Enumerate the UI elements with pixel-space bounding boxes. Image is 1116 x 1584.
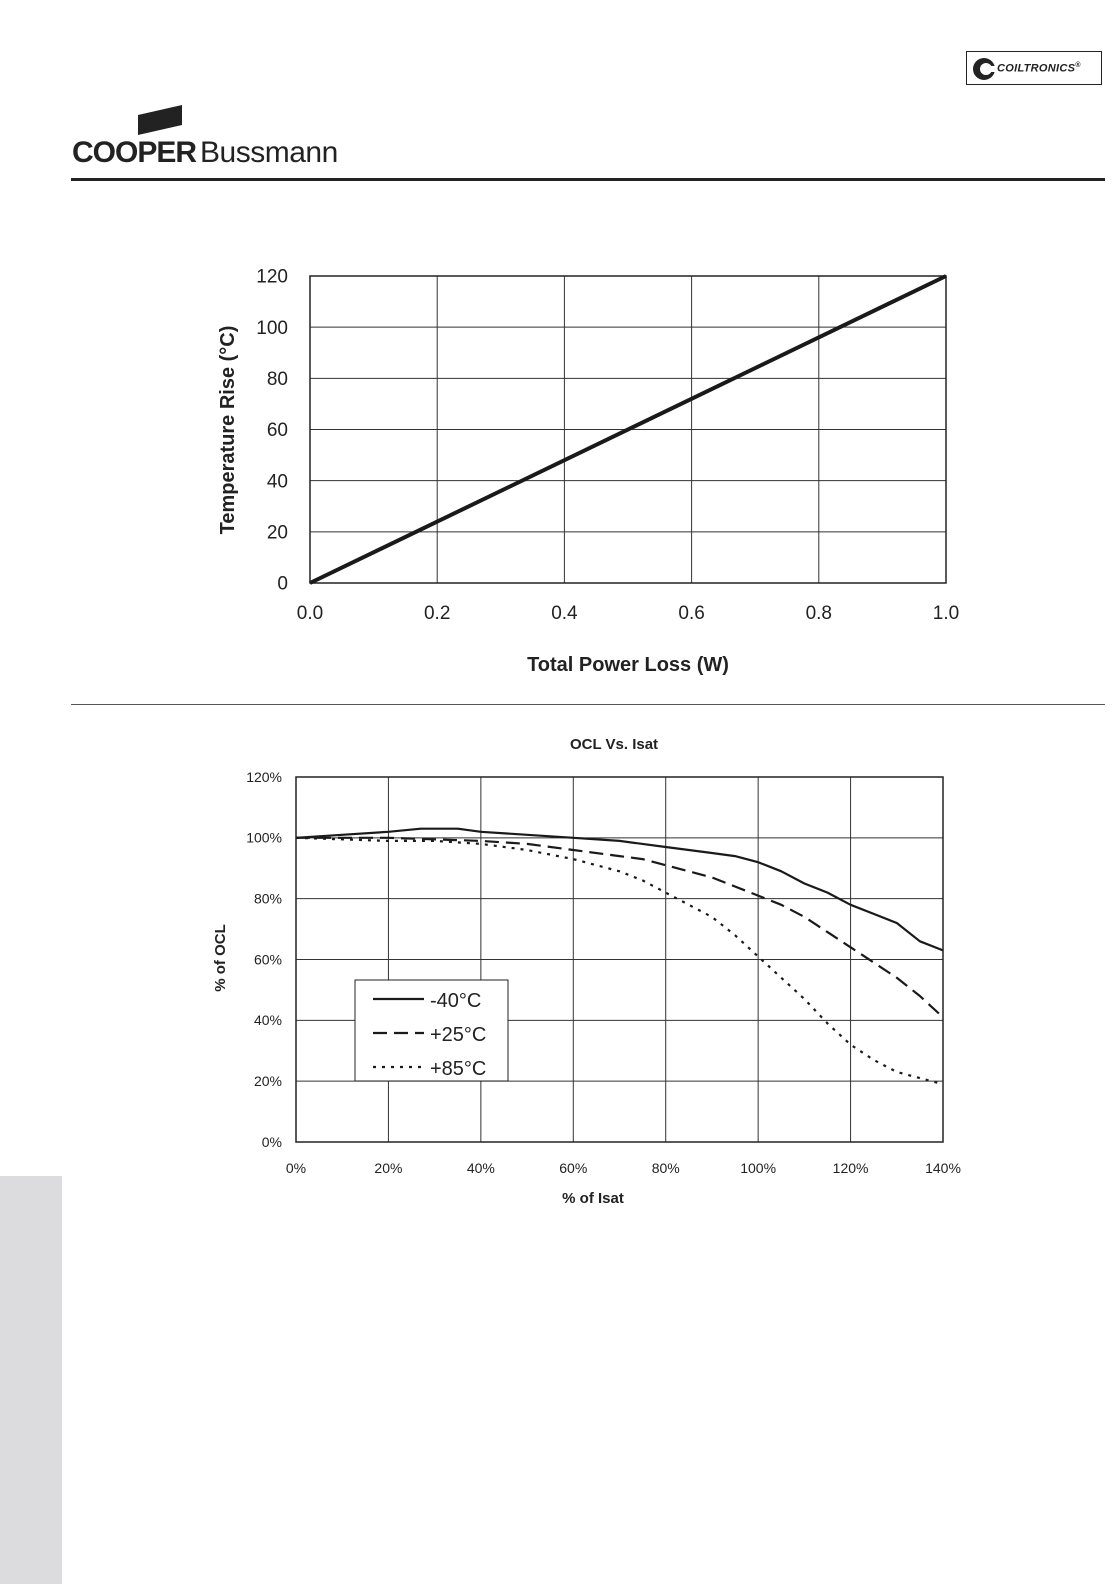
c2-legend-label-1: +25°C [430,1024,487,1046]
c2-xtick-label-1: 20% [374,1160,403,1176]
c2-legend-label-0: -40°C [430,990,482,1012]
c1-ytick-label-6: 120 [256,266,288,288]
c2-ytick-label-6: 120% [246,768,282,785]
c2-ytick-label-0: 0% [261,1133,282,1150]
c1-ytick-label-2: 40 [266,471,288,493]
c1-xtick-label-2: 0.4 [551,603,578,624]
c2-xlabel: % of Isat [562,1190,624,1207]
c2-legend [355,980,508,1081]
c1-xtick-labels [297,603,959,624]
c2-ytick-label-1: 20% [253,1073,282,1090]
c2-xtick-label-0: 0% [285,1160,307,1176]
c2-xtick-label-4: 80% [651,1160,680,1176]
c1-ytick-label-0: 0 [277,573,288,595]
c1-xtick-label-1: 0.2 [423,603,451,624]
c1-ytick-label-4: 80 [266,368,288,390]
c1-xtick-label-0: 0.0 [296,603,324,624]
c2-xtick-label-2: 40% [466,1160,495,1176]
c2-ytick-labels [246,769,282,1150]
c2-ytick-label-3: 60% [253,951,282,968]
c2-legend-label-2: +85°C [430,1058,487,1080]
c1-xtick-label-4: 0.8 [805,603,833,624]
c2-xtick-label-5: 100% [740,1160,777,1176]
c2-xtick-label-6: 120% [832,1160,869,1176]
c2-xtick-label-7: 140% [925,1160,961,1176]
c1-xtick-label-3: 0.6 [678,603,705,624]
brand-secondary: Bussmann [200,136,338,169]
c1-ylabel: Temperature Rise (°C) [217,325,239,535]
c1-ytick-label-5: 100 [256,317,288,339]
c2-title: OCL Vs. Isat [569,736,659,753]
c1-ytick-label-3: 60 [266,420,288,442]
temperature-rise-chart [217,267,959,676]
registered-mark: ® [1075,62,1081,69]
c1-ytick-labels [256,267,288,595]
c1-ytick-label-1: 20 [266,522,288,544]
coiltronics-name: COILTRONICS [997,62,1076,75]
c2-ytick-label-5: 100% [246,829,282,846]
c1-xtick-label-5: 1.0 [932,603,960,624]
brand-primary: COOPER [72,136,197,169]
c2-series-line-0 [296,829,943,951]
ocl-vs-isat-chart [212,736,961,1207]
c2-xtick-labels [286,1160,961,1176]
c2-xtick-label-3: 60% [559,1160,588,1176]
c2-ylabel: % of OCL [212,924,229,992]
c2-ytick-label-4: 80% [253,890,282,907]
c1-xlabel: Total Power Loss (W) [527,654,729,676]
c2-ytick-label-2: 40% [253,1012,282,1029]
